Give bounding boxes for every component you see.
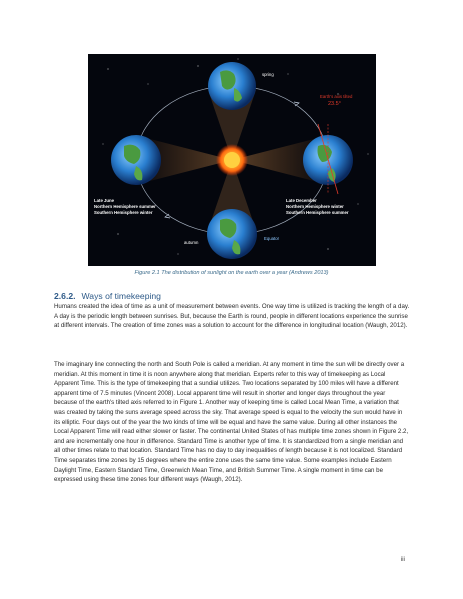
- earth-spring: [208, 62, 256, 110]
- section-number: 2.6.2.: [54, 291, 76, 301]
- page-number: iii: [400, 556, 405, 563]
- section-title: Ways of timekeeping: [81, 291, 161, 301]
- section-heading: [54, 291, 161, 301]
- seasons-diagram: [88, 54, 376, 266]
- label-late-december: Late December: [286, 198, 317, 203]
- label-autumn: autumn: [184, 240, 199, 245]
- label-june-south: Southern Hemisphere winter: [94, 210, 153, 215]
- sun-core: [224, 152, 240, 168]
- label-spring: spring: [262, 72, 274, 77]
- paragraph-meridian: The imaginary line connecting the north and South Pole is called a meridian. At any moment in time the sun will be directly over a meridian. At this moment in time it is noon anywhere along that meridian. Experts refer to this way of timekeeping as Local Apparent Time. This is the type of timekeeping that a sundial utilizes. Two locations separated by 100 miles will have a different apparent time of 7.5 minutes (Vincent 2008). Local apparent time will result in shorter and longer days throughout the year because of the earth's tilted axis referred to in Figure 1. Another way of keeping time is called Local Mean Time, a variation that was created by taking the suns average speed across the sky. That average speed is equal to the velocity the sun would have in its elliptic. Four days out of the year the two kinds of time will be equal and have the same value. During all other instances the Local Apparent Time will read either slower or faster. The continental United States of has multiple time zones shown in Figure 2.2, and are incrementally one hour in difference. Standard Time is another type of time. It is standardized from a single meridian and all other times relate to that location. Standard Time has no day to day inequalities of length because it is not localized. Standard Time separates time zones by 15 degrees where the entire zone uses the same time value. Some examples include Eastern Daylight Time, Eastern Standard Time, Greenwich Mean Time, and British Summer Time. A single moment in time can be expressed using these time zones four different ways (Waugh, 2012).: [54, 361, 409, 484]
- label-december-south: Southern Hemisphere summer: [286, 210, 349, 215]
- label-late-june: Late June: [94, 198, 115, 203]
- label-axis-tilt: Earth's axis tilted: [320, 94, 353, 99]
- label-equator: Equator: [264, 236, 280, 241]
- paragraph-timekeeping-intro: Humans created the idea of time as a unit of measurement between events. One way time is utilized is tracking the length of a day. A day is the periodic length between sunrises. But, because the Earth is round, people in different locations experience the sunrise at different intervals. The creation of time zones was a solution to account for the difference in longitudinal location (Waugh, 2012).: [54, 303, 410, 330]
- earth-late-june: [111, 135, 161, 185]
- seasons-figure: [88, 54, 376, 266]
- earth-autumn: [207, 209, 257, 259]
- label-axis-tilt-value: 23.5°: [328, 101, 341, 107]
- label-june-north: Northern Hemisphere summer: [94, 204, 156, 209]
- figure-caption: Figure 2.1 The distribution of sunlight on the earth over a year (Andrews 2013): [134, 270, 329, 276]
- label-december-north: Northern Hemisphere winter: [286, 204, 344, 209]
